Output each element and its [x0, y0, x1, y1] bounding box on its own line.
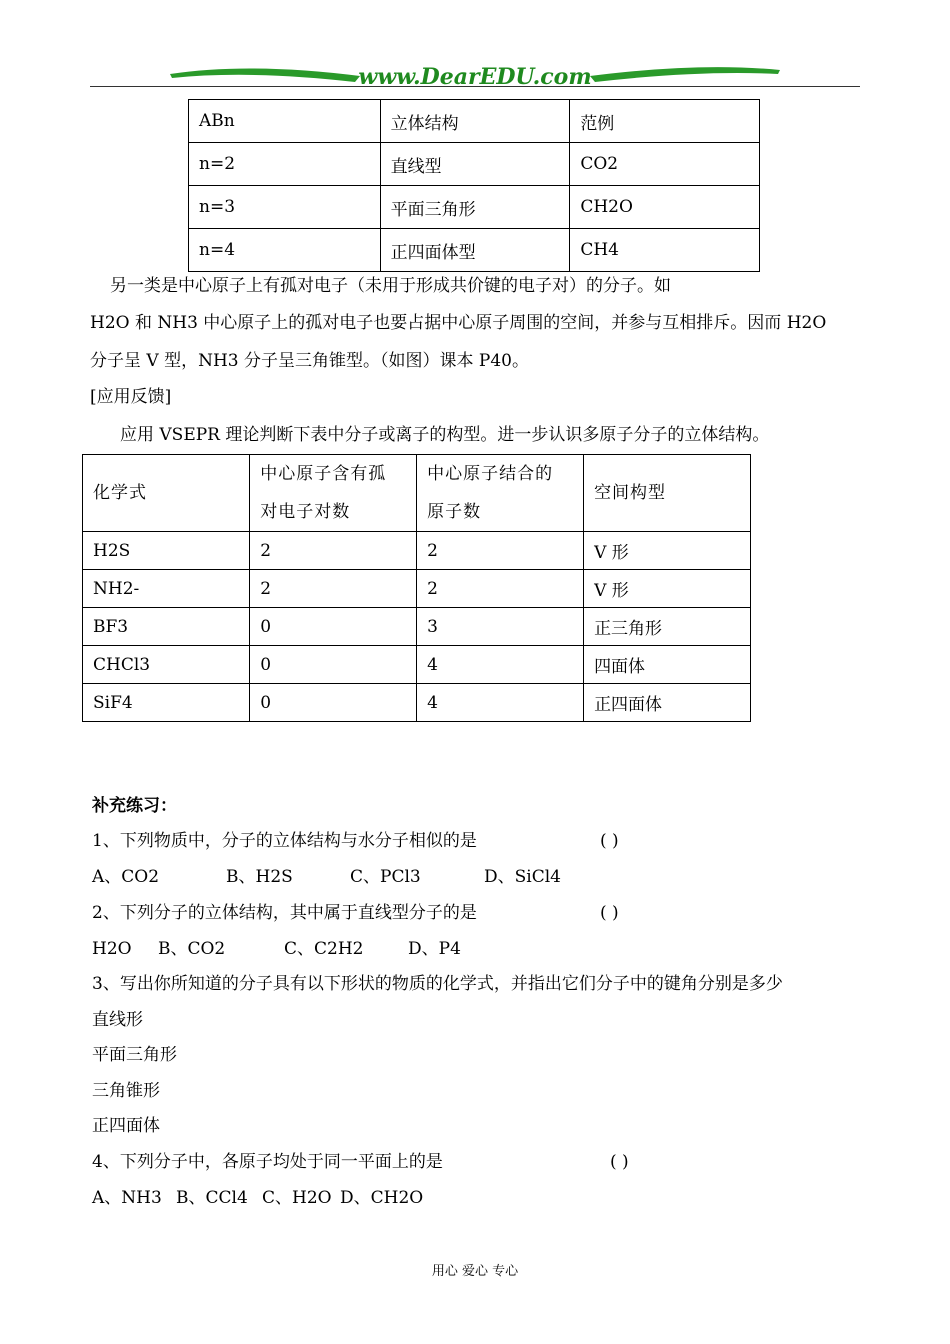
table-cell: V 形 [584, 532, 751, 570]
table-cell: 正四面体 [584, 684, 751, 722]
logo-swoosh-right [590, 67, 780, 82]
option: B、CO2 [158, 939, 226, 959]
option: B、H2S [226, 867, 293, 887]
table-row [189, 186, 760, 229]
table-row [83, 532, 751, 570]
shape-label: 直线形 [92, 1010, 143, 1030]
table-row [189, 143, 760, 186]
molecule-shape-table [82, 454, 751, 722]
table-row [83, 684, 751, 722]
paragraph-line: H2O 和 NH3 中心原子上的孤对电子也要占据中心原子周围的空间，并参与互相排斥。因而 H2O [90, 313, 827, 333]
header-text: 中心原子结合的 [427, 464, 554, 484]
header-logo [160, 60, 790, 94]
question-1-text: 1、下列物质中，分子的立体结构与水分子相似的是 [92, 831, 477, 851]
table-cell: V 形 [584, 570, 751, 608]
answer-blank: ( ) [610, 1152, 629, 1172]
table-cell: 正三角形 [584, 608, 751, 646]
header-text: 空间构型 [594, 483, 667, 503]
table-cell: 3 [417, 608, 584, 646]
table-cell: 4 [417, 684, 584, 722]
table-cell: 正四面体型 [380, 229, 570, 272]
table-cell: CHCl3 [83, 646, 250, 684]
table-header-cell [83, 455, 250, 532]
answer-blank: ( ) [600, 903, 619, 923]
option: C、H2O [262, 1188, 332, 1208]
table-cell: n=2 [189, 143, 381, 186]
table-row [83, 646, 751, 684]
shape-label: 三角锥形 [92, 1081, 160, 1101]
question-4-text: 4、下列分子中，各原子均处于同一平面上的是 [92, 1152, 443, 1172]
table-cell: CO2 [570, 143, 760, 186]
table-header-cell [250, 455, 417, 532]
table-row [83, 608, 751, 646]
header-text: 对电子对数 [260, 502, 351, 522]
table-cell: n=4 [189, 229, 381, 272]
exercises-title: 补充练习： [92, 796, 177, 816]
table-header-cell: ABn [189, 100, 381, 143]
option: C、PCl3 [350, 867, 421, 887]
paragraph-line: 另一类是中心原子上有孤对电子（未用于形成共价键的电子对）的分子。如 [110, 276, 671, 296]
logo-swoosh-left [170, 68, 360, 82]
option: D、SiCl4 [484, 867, 561, 887]
table-cell: n=3 [189, 186, 381, 229]
table-cell: 平面三角形 [380, 186, 570, 229]
option: D、P4 [408, 939, 461, 959]
table-cell: 2 [250, 570, 417, 608]
table-header-cell: 范例 [570, 100, 760, 143]
header-text: 化学式 [93, 483, 147, 503]
table-cell: 0 [250, 646, 417, 684]
table-cell: NH2- [83, 570, 250, 608]
table-cell: 2 [250, 532, 417, 570]
table-row [83, 455, 751, 532]
option: H2O [92, 939, 132, 959]
page-footer: 用心 爱心 专心 [431, 1264, 519, 1279]
option: A、NH3 [92, 1188, 162, 1208]
header-text: 中心原子含有孤 [260, 464, 387, 484]
table-row [189, 229, 760, 272]
table-cell: 0 [250, 608, 417, 646]
table-cell: BF3 [83, 608, 250, 646]
table-header-cell: 立体结构 [380, 100, 570, 143]
header-text: 原子数 [427, 502, 482, 522]
table-cell: 0 [250, 684, 417, 722]
table-cell: 4 [417, 646, 584, 684]
shape-label: 正四面体 [92, 1116, 160, 1136]
vsepr-structure-table [188, 99, 760, 272]
table-header-cell [584, 455, 751, 532]
option: C、C2H2 [284, 939, 364, 959]
question-3-text: 3、写出你所知道的分子具有以下形状的物质的化学式，并指出它们分子中的键角分别是多少 [92, 974, 783, 994]
table-cell: 直线型 [380, 143, 570, 186]
table-cell: 2 [417, 532, 584, 570]
table-cell: 四面体 [584, 646, 751, 684]
question-2-text: 2、下列分子的立体结构，其中属于直线型分子的是 [92, 903, 477, 923]
paragraph-line: 分子呈 V 型，NH3 分子呈三角锥型。（如图）课本 P40。 [90, 351, 529, 371]
table-cell: 2 [417, 570, 584, 608]
shape-label: 平面三角形 [92, 1045, 177, 1065]
table-row [189, 100, 760, 143]
answer-blank: ( ) [600, 831, 619, 851]
header-rule [90, 86, 860, 87]
table-row [83, 570, 751, 608]
option: B、CCl4 [176, 1188, 248, 1208]
table-header-cell [417, 455, 584, 532]
table-cell: H2S [83, 532, 250, 570]
section-intro: 应用 VSEPR 理论判断下表中分子或离子的构型。进一步认识多原子分子的立体结构。 [120, 425, 770, 445]
table-cell: SiF4 [83, 684, 250, 722]
option: D、CH2O [340, 1188, 424, 1208]
logo-text: www.DearEDU.com [358, 64, 592, 90]
table-cell: CH4 [570, 229, 760, 272]
table-cell: CH2O [570, 186, 760, 229]
option: A、CO2 [92, 867, 160, 887]
section-title: [应用反馈] [90, 387, 172, 407]
